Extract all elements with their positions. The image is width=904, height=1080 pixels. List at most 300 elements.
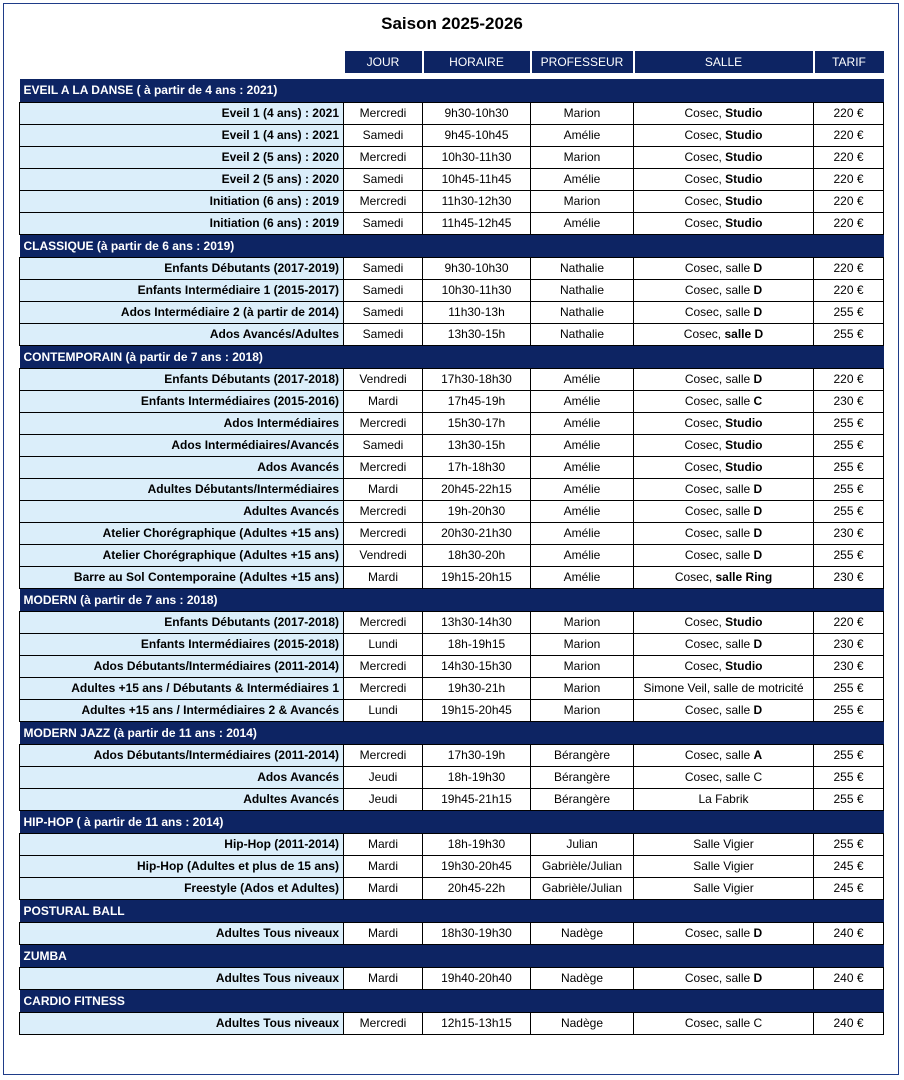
room-text: Cosec, salle [684, 526, 754, 540]
course-teacher: Nadège [531, 967, 634, 989]
room-name-bold: salle Ring [715, 570, 773, 584]
course-room [634, 301, 814, 323]
header-jour: JOUR [344, 51, 423, 73]
table-row [20, 855, 884, 877]
course-time: 19h30-21h [423, 677, 531, 699]
course-day: Mercredi [344, 146, 423, 168]
course-day: Mardi [344, 877, 423, 899]
course-day: Lundi [344, 699, 423, 721]
course-room [634, 611, 814, 633]
course-name: Ados Intermédiaires/Avancés [20, 434, 344, 456]
course-room [634, 1012, 814, 1034]
table-row [20, 190, 884, 212]
course-teacher: Marion [531, 655, 634, 677]
course-price: 220 € [814, 102, 884, 124]
course-teacher: Bérangère [531, 766, 634, 788]
course-day: Samedi [344, 168, 423, 190]
course-room [634, 323, 814, 345]
category-title: ZUMBA [20, 944, 884, 967]
course-price: 220 € [814, 146, 884, 168]
room-name-bold: D [753, 305, 763, 319]
room-text: Cosec, salle [684, 548, 754, 562]
course-time: 13h30-15h [423, 323, 531, 345]
course-room [634, 368, 814, 390]
course-price: 220 € [814, 212, 884, 234]
room-name-bold: Studio [725, 194, 763, 208]
course-teacher: Marion [531, 146, 634, 168]
course-name: Adultes +15 ans / Débutants & Intermédiaires 1 [20, 677, 344, 699]
course-name: Ados Avancés [20, 456, 344, 478]
room-text: Cosec, [684, 615, 726, 629]
header-blank [20, 51, 344, 73]
table-row [20, 412, 884, 434]
course-teacher: Amélie [531, 478, 634, 500]
course-name: Ados Débutants/Intermédiaires (2011-2014) [20, 744, 344, 766]
course-room [634, 279, 814, 301]
category-row [20, 234, 884, 257]
course-price: 230 € [814, 655, 884, 677]
course-room [634, 633, 814, 655]
room-name-bold: Studio [725, 659, 763, 673]
course-time: 9h30-10h30 [423, 102, 531, 124]
table-row [20, 766, 884, 788]
category-row [20, 588, 884, 611]
course-room [634, 212, 814, 234]
room-name-bold: C [753, 394, 763, 408]
course-day: Mardi [344, 833, 423, 855]
room-name-bold: Studio [725, 106, 763, 120]
table-row [20, 500, 884, 522]
course-time: 14h30-15h30 [423, 655, 531, 677]
course-day: Jeudi [344, 766, 423, 788]
room-text: Cosec, [684, 659, 726, 673]
course-room [634, 146, 814, 168]
course-price: 220 € [814, 190, 884, 212]
course-price: 255 € [814, 699, 884, 721]
course-teacher: Nathalie [531, 257, 634, 279]
room-name-bold: D [753, 261, 763, 275]
course-room [634, 412, 814, 434]
course-day: Mardi [344, 566, 423, 588]
course-time: 10h30-11h30 [423, 146, 531, 168]
room-name-bold: Studio [725, 460, 763, 474]
course-price: 240 € [814, 967, 884, 989]
room-text: Cosec, [684, 172, 726, 186]
table-row [20, 544, 884, 566]
course-day: Mercredi [344, 655, 423, 677]
table-row [20, 102, 884, 124]
course-day: Samedi [344, 434, 423, 456]
course-name: Ados Avancés/Adultes [20, 323, 344, 345]
course-room [634, 500, 814, 522]
room-name-bold: A [753, 748, 763, 762]
course-name: Adultes Avancés [20, 788, 344, 810]
header-salle: SALLE [634, 51, 814, 73]
room-name-bold: D [753, 637, 763, 651]
room-text: Salle Vigier [693, 881, 754, 895]
course-day: Samedi [344, 279, 423, 301]
page-title: Saison 2025-2026 [381, 14, 523, 33]
course-day: Mardi [344, 922, 423, 944]
header-horaire: HORAIRE [423, 51, 531, 73]
course-teacher: Gabrièle/Julian [531, 855, 634, 877]
category-title: CARDIO FITNESS [20, 989, 884, 1012]
room-name-bold: Studio [725, 150, 763, 164]
course-price: 220 € [814, 279, 884, 301]
course-time: 17h45-19h [423, 390, 531, 412]
course-price: 255 € [814, 500, 884, 522]
room-name-bold: D [753, 703, 763, 717]
table-row [20, 833, 884, 855]
course-time: 9h30-10h30 [423, 257, 531, 279]
header-professeur: PROFESSEUR [531, 51, 634, 73]
course-price: 230 € [814, 390, 884, 412]
category-row [20, 721, 884, 744]
table-row [20, 922, 884, 944]
room-name-bold: D [753, 548, 763, 562]
course-price: 255 € [814, 301, 884, 323]
course-day: Mardi [344, 390, 423, 412]
course-price: 255 € [814, 544, 884, 566]
course-teacher: Amélie [531, 412, 634, 434]
room-text: Cosec, salle [684, 261, 754, 275]
course-teacher: Amélie [531, 368, 634, 390]
course-teacher: Marion [531, 611, 634, 633]
header-tarif: TARIF [814, 51, 884, 73]
course-price: 255 € [814, 833, 884, 855]
room-name-bold: Studio [725, 416, 763, 430]
course-room [634, 478, 814, 500]
course-time: 9h45-10h45 [423, 124, 531, 146]
course-name: Adultes Tous niveaux [20, 922, 344, 944]
course-name: Atelier Chorégraphique (Adultes +15 ans) [20, 522, 344, 544]
table-row [20, 1012, 884, 1034]
room-text: Cosec, [684, 128, 726, 142]
course-room [634, 744, 814, 766]
course-name: Enfants Débutants (2017-2018) [20, 368, 344, 390]
course-price: 220 € [814, 611, 884, 633]
course-teacher: Bérangère [531, 788, 634, 810]
course-price: 220 € [814, 257, 884, 279]
course-name: Hip-Hop (2011-2014) [20, 833, 344, 855]
course-time: 11h45-12h45 [423, 212, 531, 234]
course-time: 17h30-18h30 [423, 368, 531, 390]
course-day: Mercredi [344, 744, 423, 766]
course-room [634, 655, 814, 677]
table-row [20, 744, 884, 766]
course-name: Enfants Intermédiaires (2015-2018) [20, 633, 344, 655]
course-room [634, 456, 814, 478]
room-name-bold: D [753, 504, 763, 518]
course-day: Mercredi [344, 1012, 423, 1034]
room-text: Cosec, [674, 570, 716, 584]
course-teacher: Amélie [531, 168, 634, 190]
room-name-bold: D [753, 926, 763, 940]
course-day: Mardi [344, 855, 423, 877]
course-teacher: Bérangère [531, 744, 634, 766]
table-row [20, 124, 884, 146]
course-teacher: Marion [531, 633, 634, 655]
course-price: 240 € [814, 1012, 884, 1034]
course-name: Freestyle (Ados et Adultes) [20, 877, 344, 899]
course-time: 19h40-20h40 [423, 967, 531, 989]
course-day: Samedi [344, 323, 423, 345]
course-room [634, 922, 814, 944]
course-price: 220 € [814, 124, 884, 146]
table-row [20, 323, 884, 345]
course-time: 18h-19h30 [423, 833, 531, 855]
course-name: Eveil 1 (4 ans) : 2021 [20, 124, 344, 146]
room-text: Cosec, [684, 106, 726, 120]
course-time: 19h15-20h45 [423, 699, 531, 721]
category-row [20, 79, 884, 102]
course-teacher: Amélie [531, 456, 634, 478]
course-price: 240 € [814, 922, 884, 944]
course-room [634, 788, 814, 810]
course-day: Mercredi [344, 102, 423, 124]
course-name: Initiation (6 ans) : 2019 [20, 190, 344, 212]
header-row [20, 51, 884, 73]
room-text: Cosec, [684, 416, 726, 430]
course-time: 19h15-20h15 [423, 566, 531, 588]
course-name: Adultes Avancés [20, 500, 344, 522]
course-name: Ados Débutants/Intermédiaires (2011-2014) [20, 655, 344, 677]
course-name: Atelier Chorégraphique (Adultes +15 ans) [20, 544, 344, 566]
course-price: 230 € [814, 633, 884, 655]
room-text: Cosec, salle [684, 748, 754, 762]
table-row [20, 279, 884, 301]
table-row [20, 212, 884, 234]
course-teacher: Amélie [531, 522, 634, 544]
room-text: Cosec, [684, 150, 726, 164]
course-day: Samedi [344, 257, 423, 279]
course-price: 255 € [814, 744, 884, 766]
category-row [20, 989, 884, 1012]
table-row [20, 168, 884, 190]
room-text: Cosec, salle [684, 283, 754, 297]
table-row [20, 967, 884, 989]
course-teacher: Julian [531, 833, 634, 855]
course-day: Mercredi [344, 611, 423, 633]
course-room [634, 522, 814, 544]
course-room [634, 257, 814, 279]
course-price: 255 € [814, 412, 884, 434]
room-text: Cosec, salle [684, 305, 754, 319]
course-day: Vendredi [344, 544, 423, 566]
course-teacher: Gabrièle/Julian [531, 877, 634, 899]
course-price: 255 € [814, 323, 884, 345]
course-teacher: Amélie [531, 124, 634, 146]
course-time: 19h-20h30 [423, 500, 531, 522]
category-title: HIP-HOP ( à partir de 11 ans : 2014) [20, 810, 884, 833]
table-row [20, 456, 884, 478]
course-price: 255 € [814, 766, 884, 788]
course-day: Mercredi [344, 500, 423, 522]
course-name: Eveil 2 (5 ans) : 2020 [20, 168, 344, 190]
room-name-bold: D [753, 283, 763, 297]
course-price: 245 € [814, 877, 884, 899]
course-price: 230 € [814, 566, 884, 588]
course-time: 19h30-20h45 [423, 855, 531, 877]
course-day: Jeudi [344, 788, 423, 810]
course-room [634, 434, 814, 456]
course-teacher: Amélie [531, 544, 634, 566]
course-name: Ados Intermédiaire 2 (à partir de 2014) [20, 301, 344, 323]
schedule-body [20, 79, 884, 1034]
course-day: Samedi [344, 124, 423, 146]
course-name: Enfants Intermédiaires (2015-2016) [20, 390, 344, 412]
course-time: 18h-19h15 [423, 633, 531, 655]
category-title: POSTURAL BALL [20, 899, 884, 922]
table-row [20, 257, 884, 279]
room-text: Cosec, [683, 327, 725, 341]
room-name-bold: Studio [725, 128, 763, 142]
course-teacher: Amélie [531, 500, 634, 522]
room-text: Salle Vigier [693, 837, 754, 851]
course-day: Mardi [344, 967, 423, 989]
course-day: Mardi [344, 478, 423, 500]
course-price: 255 € [814, 456, 884, 478]
course-room [634, 967, 814, 989]
table-row [20, 301, 884, 323]
course-name: Ados Intermédiaires [20, 412, 344, 434]
course-time: 15h30-17h [423, 412, 531, 434]
course-room [634, 566, 814, 588]
course-name: Initiation (6 ans) : 2019 [20, 212, 344, 234]
course-name: Eveil 2 (5 ans) : 2020 [20, 146, 344, 168]
course-teacher: Marion [531, 677, 634, 699]
category-title: MODERN (à partir de 7 ans : 2018) [20, 588, 884, 611]
course-teacher: Nathalie [531, 279, 634, 301]
course-time: 17h-18h30 [423, 456, 531, 478]
course-teacher: Nadège [531, 1012, 634, 1034]
course-name: Enfants Intermédiaire 1 (2015-2017) [20, 279, 344, 301]
course-teacher: Nathalie [531, 301, 634, 323]
course-room [634, 877, 814, 899]
course-room [634, 544, 814, 566]
course-time: 12h15-13h15 [423, 1012, 531, 1034]
course-room [634, 124, 814, 146]
course-time: 18h30-20h [423, 544, 531, 566]
course-room [634, 168, 814, 190]
course-name: Ados Avancés [20, 766, 344, 788]
course-teacher: Marion [531, 699, 634, 721]
course-time: 19h45-21h15 [423, 788, 531, 810]
room-text: Cosec, salle C [684, 770, 763, 784]
room-text: Cosec, [684, 438, 726, 452]
category-title: EVEIL A LA DANSE ( à partir de 4 ans : 2021) [20, 79, 884, 102]
room-text: Cosec, salle [684, 637, 754, 651]
course-day: Mercredi [344, 190, 423, 212]
schedule-table [19, 51, 884, 1035]
course-teacher: Nathalie [531, 323, 634, 345]
table-row [20, 368, 884, 390]
course-time: 20h45-22h [423, 877, 531, 899]
category-row [20, 810, 884, 833]
category-row [20, 944, 884, 967]
room-name-bold: D [753, 372, 763, 386]
room-text: Cosec, [684, 216, 726, 230]
table-row [20, 566, 884, 588]
room-text: Cosec, salle [684, 394, 754, 408]
course-teacher: Amélie [531, 566, 634, 588]
room-name-bold: D [753, 971, 763, 985]
course-day: Mercredi [344, 677, 423, 699]
room-text: Cosec, [684, 460, 726, 474]
table-row [20, 655, 884, 677]
course-teacher: Amélie [531, 434, 634, 456]
course-room [634, 833, 814, 855]
room-text: Cosec, salle [684, 926, 754, 940]
room-name-bold: Studio [725, 615, 763, 629]
course-time: 10h45-11h45 [423, 168, 531, 190]
course-price: 255 € [814, 677, 884, 699]
course-name: Barre au Sol Contemporaine (Adultes +15 ans) [20, 566, 344, 588]
category-row [20, 899, 884, 922]
category-title: CONTEMPORAIN (à partir de 7 ans : 2018) [20, 345, 884, 368]
table-row [20, 788, 884, 810]
course-room [634, 677, 814, 699]
room-name-bold: salle D [724, 327, 764, 341]
course-price: 255 € [814, 478, 884, 500]
room-text: La Fabrik [698, 792, 749, 806]
course-room [634, 766, 814, 788]
course-room [634, 699, 814, 721]
course-name: Hip-Hop (Adultes et plus de 15 ans) [20, 855, 344, 877]
table-row [20, 611, 884, 633]
category-title: CLASSIQUE (à partir de 6 ans : 2019) [20, 234, 884, 257]
course-teacher: Amélie [531, 390, 634, 412]
course-time: 10h30-11h30 [423, 279, 531, 301]
room-name-bold: Studio [725, 216, 763, 230]
room-text: Cosec, salle [684, 703, 754, 717]
course-day: Lundi [344, 633, 423, 655]
course-teacher: Marion [531, 190, 634, 212]
course-day: Samedi [344, 301, 423, 323]
course-name: Enfants Débutants (2017-2019) [20, 257, 344, 279]
room-name-bold: D [753, 526, 763, 540]
course-room [634, 102, 814, 124]
course-teacher: Marion [531, 102, 634, 124]
room-name-bold: Studio [725, 172, 763, 186]
table-row [20, 390, 884, 412]
course-teacher: Nadège [531, 922, 634, 944]
course-time: 13h30-15h [423, 434, 531, 456]
table-row [20, 699, 884, 721]
table-row [20, 146, 884, 168]
room-name-bold: Studio [725, 438, 763, 452]
room-text: Cosec, salle C [684, 1016, 763, 1030]
schedule-sheet [3, 3, 899, 1075]
table-row [20, 877, 884, 899]
course-name: Adultes Tous niveaux [20, 967, 344, 989]
course-day: Mercredi [344, 412, 423, 434]
course-teacher: Amélie [531, 212, 634, 234]
course-name: Enfants Débutants (2017-2018) [20, 611, 344, 633]
table-row [20, 677, 884, 699]
course-time: 17h30-19h [423, 744, 531, 766]
course-room [634, 390, 814, 412]
course-day: Mercredi [344, 456, 423, 478]
table-row [20, 434, 884, 456]
room-name-bold: D [753, 482, 763, 496]
course-name: Adultes Débutants/Intermédiaires [20, 478, 344, 500]
course-time: 20h45-22h15 [423, 478, 531, 500]
room-text: Cosec, salle [684, 971, 754, 985]
course-price: 255 € [814, 788, 884, 810]
course-time: 13h30-14h30 [423, 611, 531, 633]
category-row [20, 345, 884, 368]
